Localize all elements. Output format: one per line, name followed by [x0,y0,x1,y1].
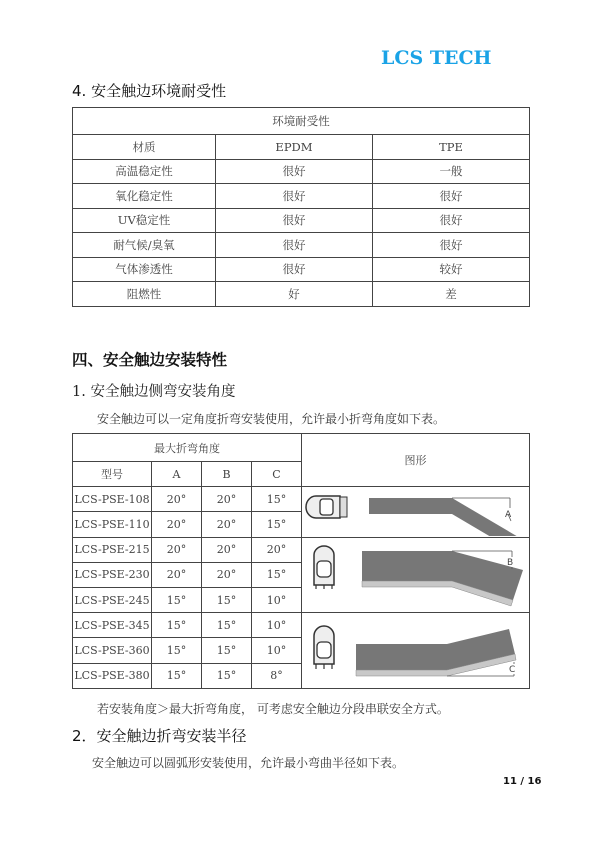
cell: LCS-PSE-360 [73,638,152,663]
page-number: 11 / 16 [503,776,542,787]
svg-text:B: B [507,557,514,568]
cell: 15° [252,512,302,537]
cell: 20° [202,537,252,562]
bend-figure-a [302,487,530,537]
cell: 15° [152,663,202,688]
column-header: TPE [373,135,530,160]
bend-diagram-a-icon [302,488,528,536]
cell: 耐气候/臭氧 [73,233,216,258]
cell: 很好 [216,184,373,209]
cell: LCS-PSE-345 [73,613,152,638]
chapter-title: 四、安全触边安装特性 [72,351,228,369]
table-row [73,537,530,562]
cell: LCS-PSE-215 [73,537,152,562]
cell: 15° [202,613,252,638]
table-row [73,613,530,638]
profile-200-series-icon [314,546,334,589]
cell: 15° [152,613,202,638]
column-header: B [202,462,252,487]
column-header: A [152,462,202,487]
cell: 很好 [373,208,530,233]
cell: 10° [252,613,302,638]
cell: 15° [252,487,302,512]
bend-figure-b [302,537,530,613]
cell: LCS-PSE-108 [73,487,152,512]
cell: 20° [152,537,202,562]
table-caption: 最大折弯角度 [73,434,302,462]
table-row [73,487,530,512]
cell: 8° [252,663,302,688]
bend-angle-table [72,433,530,689]
cell: LCS-PSE-110 [73,512,152,537]
column-header: EPDM [216,135,373,160]
cell: 一般 [373,159,530,184]
cell: 很好 [216,233,373,258]
cell: 很好 [216,159,373,184]
bend-diagram-b-icon [302,539,528,611]
table-row [73,208,530,233]
table-row [73,257,530,282]
profile-100-series-icon [306,496,347,518]
svg-text:A: A [505,509,512,520]
cell: 很好 [216,208,373,233]
cell: 15° [252,562,302,587]
subsection-1-intro: 安全触边可以一定角度折弯安装使用，允许最小折弯角度如下表。 [97,412,446,426]
cell: 氧化稳定性 [73,184,216,209]
cell: 20° [152,562,202,587]
cell: 20° [152,512,202,537]
table-row [73,184,530,209]
bend-diagram-c-icon [302,614,528,686]
subsection-2-title: 2．安全触边折弯安装半径 [72,727,247,745]
cell: 15° [152,638,202,663]
table-header-row [73,135,530,160]
cell: 气体渗透性 [73,257,216,282]
column-header: 型号 [73,462,152,487]
table-caption: 图形 [302,434,530,487]
cell: 较好 [373,257,530,282]
cell: 15° [202,638,252,663]
table-row [73,282,530,307]
column-header: 材质 [73,135,216,160]
cell: 很好 [216,257,373,282]
cell: 10° [252,638,302,663]
cell: 10° [252,587,302,612]
cell: 20° [202,487,252,512]
logo: LCS TECH [381,47,492,69]
cell: 20° [152,487,202,512]
section-4-title: 4. 安全触边环境耐受性 [72,82,227,100]
cell: 差 [373,282,530,307]
subsection-2-intro: 安全触边可以圆弧形安装使用，允许最小弯曲半径如下表。 [92,756,405,770]
environment-resistance-table [72,107,530,307]
column-header: C [252,462,302,487]
cell: UV稳定性 [73,208,216,233]
cell: 好 [216,282,373,307]
bend-figure-c [302,613,530,689]
cell: 15° [202,587,252,612]
cell: 很好 [373,184,530,209]
cell: 很好 [373,233,530,258]
cell: 20° [202,562,252,587]
profile-300-series-icon [314,626,334,669]
cell: 高温稳定性 [73,159,216,184]
cell: 15° [152,587,202,612]
table-caption: 环境耐受性 [73,108,530,135]
subsection-1-title: 1. 安全触边侧弯安装角度 [72,384,236,400]
table-row [73,233,530,258]
cell: LCS-PSE-380 [73,663,152,688]
cell: 阻燃性 [73,282,216,307]
note-text: 若安装角度＞最大折弯角度， 可考虑安全触边分段串联安全方式。 [97,702,449,716]
cell: LCS-PSE-230 [73,562,152,587]
cell: LCS-PSE-245 [73,587,152,612]
table-row [73,159,530,184]
cell: 20° [252,537,302,562]
cell: 20° [202,512,252,537]
svg-text:C: C [509,665,516,676]
cell: 15° [202,663,252,688]
